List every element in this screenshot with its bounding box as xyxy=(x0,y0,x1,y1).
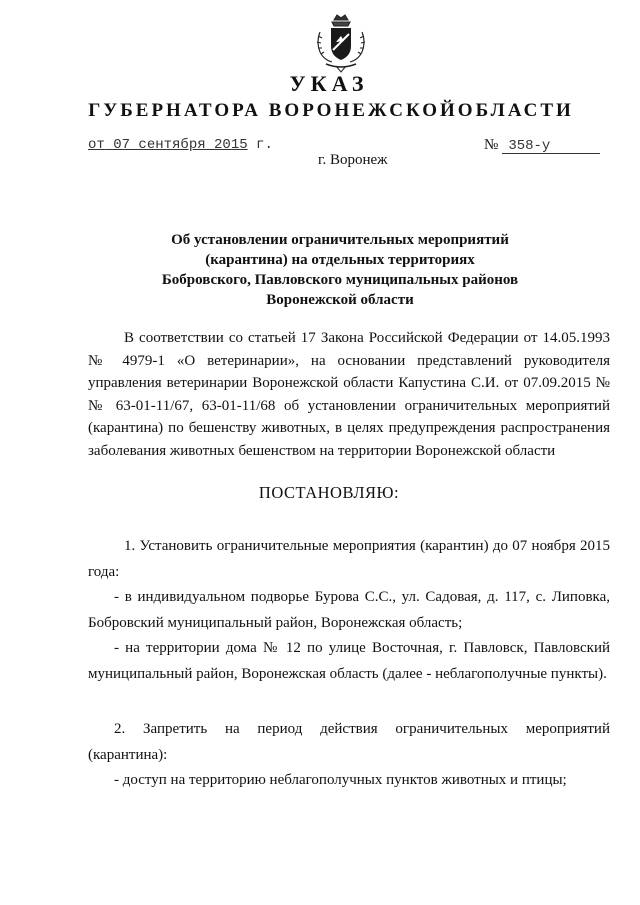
number-label: № xyxy=(484,137,499,153)
subject-line: Бобровского, Павловского муниципальных районов xyxy=(161,272,519,288)
item-1-subitem: - на территории дома № 12 по улице Восточная, г. Павловск, Павловский муниципальный район, Воронежская область (далее - неблагополучные пункты). xyxy=(88,640,610,682)
preamble-paragraph: В соответствии со статьей 17 Закона Российской Федерации от 14.05.1993 № 4979-1 «О ветеринарии», на основании представлений руководителя управления ветеринарии Воронежской области Капустина С.И. от 07.09.2015 №№ 63-01-11/67, 63-01-11/68 об установлении ограничительных мероприятий (карантина) по бешенству животных, в целях предупреждения распространения заболевания животных бешенством на территории Воронежской области xyxy=(88,330,610,459)
date-suffix: г. xyxy=(247,137,273,153)
decree-heading: ПОСТАНОВЛЯЮ: xyxy=(258,483,400,502)
subject-line: (карантина) на отдельных территориях xyxy=(205,252,475,268)
city-label: г. Воронеж xyxy=(318,152,388,168)
item-2-subitem: - доступ на территорию неблагополучных пунктов животных и птицы; xyxy=(114,772,567,788)
number-value: 358-у xyxy=(502,139,600,154)
document-subtitle: ГУБЕРНАТОРА ВОРОНЕЖСКОЙОБЛАСТИ xyxy=(88,100,574,121)
subject-line: Об установлении ограничительных мероприятий xyxy=(171,232,509,248)
number-line xyxy=(484,137,600,154)
item-2: 2. Запретить на период действия ограничительных мероприятий (карантина): xyxy=(88,721,610,763)
item-1-subitem: - в индивидуальном подворье Бурова С.С., ул. Садовая, д. 117, с. Липовка, Бобровский муниципальный район, Воронежская область; xyxy=(88,589,610,631)
date-prefix: от xyxy=(88,137,105,153)
document-subject xyxy=(120,230,560,310)
document-title: УКАЗ xyxy=(289,71,369,96)
date-line xyxy=(88,137,273,153)
date-value: 07 сентября 2015 xyxy=(104,137,248,153)
coat-of-arms-icon xyxy=(312,12,370,74)
item-1: 1. Установить ограничительные мероприятия (карантин) до 07 ноября 2015 года: xyxy=(88,538,610,580)
subject-line: Воронежской области xyxy=(266,292,414,308)
